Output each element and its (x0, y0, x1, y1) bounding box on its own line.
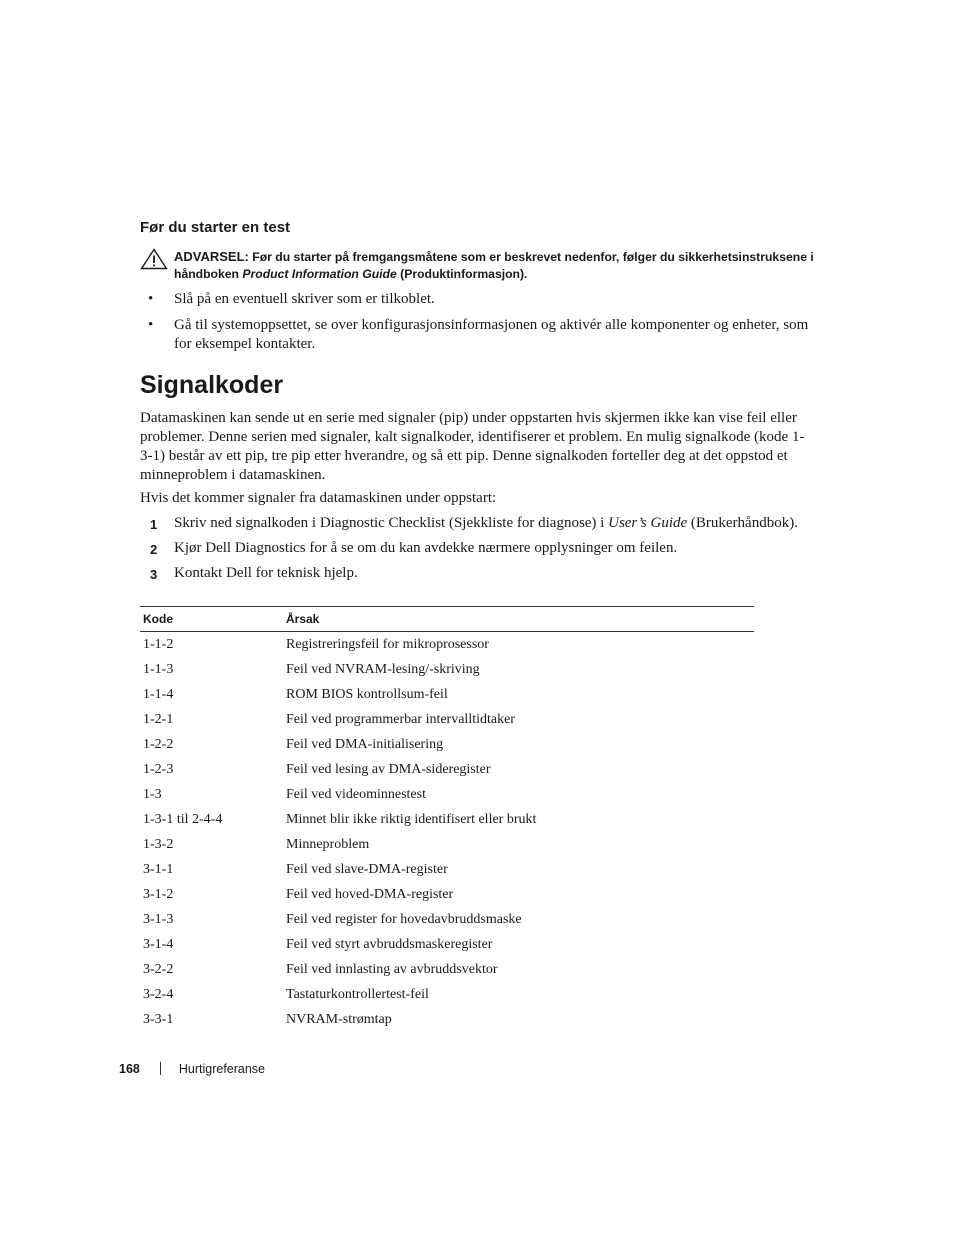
lead-paragraph: Hvis det kommer signaler fra datamaskinen under oppstart: (140, 490, 497, 506)
footer-section: Hurtigreferanse (178, 1062, 266, 1076)
cell-cause: ROM BIOS kontrollsum-feil (286, 686, 448, 702)
warning-text (174, 248, 820, 283)
cell-code: 1-2-2 (143, 736, 174, 752)
step-number: 2 (150, 542, 158, 557)
cell-cause: Feil ved hoved-DMA-register (286, 886, 454, 902)
table-row (140, 907, 754, 932)
cell-cause: Feil ved styrt avbruddsmaskeregister (286, 936, 493, 952)
bullet-text: Slå på en eventuell skriver som er tilkoblet. (174, 291, 435, 307)
steps-list (140, 514, 830, 589)
step-item (140, 539, 830, 558)
intro-paragraph: Datamaskinen kan sende ut en serie med signaler (pip) under oppstarten hvis skjermen ikke kan vise feil eller problemer. Denne serien med signaler, kalt signalkoder, identifiserer et problem. En mulig signalkode (kode 1-3-1) består av ett pip, tre pip etter hverandre, og så ett pip. Denne signalkoden forteller deg at det oppstod et minneproblem i datamaskinen. (140, 410, 805, 483)
cell-code: 3-2-2 (143, 961, 174, 977)
cell-cause: Registreringsfeil for mikroprosessor (286, 636, 489, 652)
bullet-text: Gå til systemoppsettet, se over konfigurasjonsinformasjonen og aktivér alle komponenter og enheter, som for eksempel kontakter. (174, 317, 809, 352)
table-row (140, 782, 754, 807)
cell-code: 3-2-4 (143, 986, 174, 1002)
warning-text-after: (Produktinformasjon). (396, 267, 528, 281)
table-row (140, 882, 754, 907)
table-row (140, 757, 754, 782)
cell-code: 3-1-2 (143, 886, 174, 902)
table-row (140, 707, 754, 732)
step-item (140, 564, 830, 583)
bullet-item (140, 316, 820, 354)
bullet-item (140, 290, 820, 309)
cell-code: 1-2-3 (143, 761, 174, 777)
cell-code: 1-1-4 (143, 686, 174, 702)
table-row (140, 632, 754, 658)
column-header-code: Kode (140, 607, 283, 632)
table-row (140, 682, 754, 707)
page-number: 168 (119, 1062, 140, 1076)
table-row (140, 732, 754, 757)
cell-cause: Feil ved videominnestest (286, 786, 426, 802)
table-row (140, 957, 754, 982)
step-text: Skriv ned signalkoden i Diagnostic Checklist (Sjekkliste for diagnose) i (174, 515, 609, 531)
cell-cause: Feil ved programmerbar intervalltidtaker (286, 711, 515, 727)
cell-cause: Feil ved DMA-initialisering (286, 736, 444, 752)
table-row (140, 1007, 754, 1032)
cell-code: 1-1-2 (143, 636, 174, 652)
cell-cause: NVRAM-strømtap (286, 1011, 392, 1027)
section-heading: Før du starter en test (140, 219, 291, 236)
cell-code: 3-1-3 (143, 911, 174, 927)
cell-cause: Minneproblem (286, 836, 370, 852)
warning-label: ADVARSEL: (174, 249, 249, 264)
table-header-row (140, 607, 754, 632)
cell-code: 3-1-4 (143, 936, 174, 952)
main-title: Signalkoder (140, 371, 284, 399)
step-number: 3 (150, 567, 158, 582)
cell-cause: Feil ved innlasting av avbruddsvektor (286, 961, 498, 977)
bullet-mark: • (148, 317, 154, 333)
warning-book-title: Product Information Guide (242, 267, 397, 281)
warning-text-before: Før du starter på fremgangsmåtene som er beskrevet nedenfor, følger du sikkerhetsinstruksene i håndboken (174, 250, 814, 281)
cell-cause: Feil ved slave-DMA-register (286, 861, 448, 877)
warning-triangle-icon (140, 248, 168, 270)
warning-notice (140, 248, 820, 283)
step-text-after: (Brukerhåndbok). (687, 515, 798, 531)
table-row (140, 657, 754, 682)
step-text: Kjør Dell Diagnostics for å se om du kan avdekke nærmere opplysninger om feilen. (174, 540, 678, 556)
cell-code: 1-1-3 (143, 661, 174, 677)
step-item (140, 514, 830, 533)
beep-code-table (140, 606, 754, 1032)
cell-cause: Feil ved register for hovedavbruddsmaske (286, 911, 522, 927)
table-row (140, 857, 754, 882)
cell-code: 1-3-2 (143, 836, 174, 852)
step-italic-text: User’s Guide (608, 515, 688, 531)
bullet-list (140, 290, 820, 361)
page-footer (119, 1062, 265, 1076)
step-text: Kontakt Dell for teknisk hjelp. (174, 565, 358, 581)
cell-cause: Minnet blir ikke riktig identifisert eller brukt (286, 811, 537, 827)
table-row (140, 932, 754, 957)
footer-separator (160, 1062, 161, 1075)
bullet-mark: • (148, 291, 154, 307)
step-number: 1 (150, 517, 158, 532)
cell-code: 1-3 (143, 786, 162, 802)
cell-code: 3-1-1 (143, 861, 174, 877)
table-row (140, 807, 754, 832)
column-header-cause: Årsak (283, 607, 754, 632)
cell-cause: Feil ved lesing av DMA-sideregister (286, 761, 491, 777)
cell-cause: Tastaturkontrollertest-feil (286, 986, 429, 1002)
cell-code: 1-2-1 (143, 711, 174, 727)
cell-cause: Feil ved NVRAM-lesing/-skriving (286, 661, 480, 677)
cell-code: 1-3-1 til 2-4-4 (143, 811, 223, 827)
table-row (140, 982, 754, 1007)
table-body (140, 632, 754, 1033)
table-row (140, 832, 754, 857)
cell-code: 3-3-1 (143, 1011, 174, 1027)
